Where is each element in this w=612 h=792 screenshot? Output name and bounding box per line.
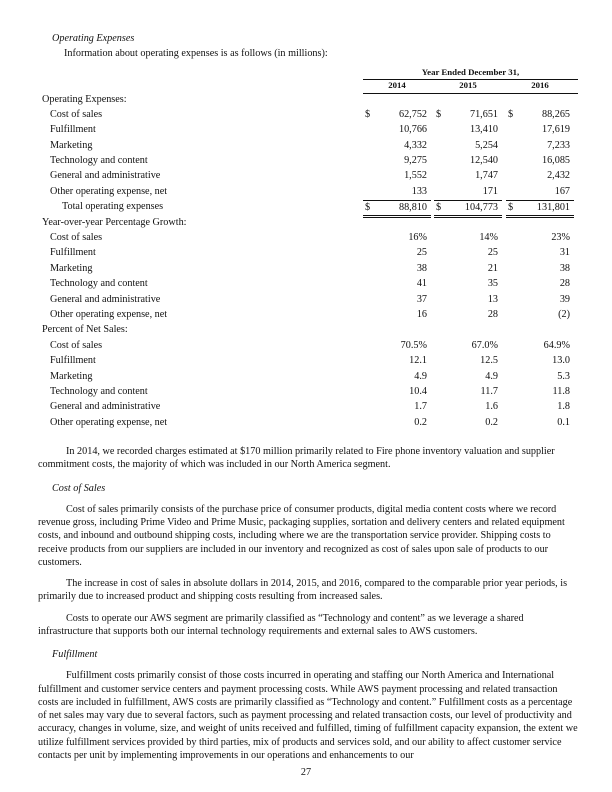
cell-value: 62,752 <box>398 108 427 120</box>
cell-value: 1,552 <box>404 170 427 182</box>
cell-value: 4.9 <box>485 370 498 382</box>
dollar-sign: $ <box>365 202 371 214</box>
dollar-sign: $ <box>508 108 514 120</box>
cell-value: 88,810 <box>398 202 427 214</box>
dollar-sign: $ <box>365 108 371 120</box>
table-row <box>38 308 578 323</box>
cell-value: 11.7 <box>480 385 498 397</box>
row-label: Other operating expense, net <box>50 416 168 428</box>
total-label: Total operating expenses <box>62 201 164 213</box>
cell-value: 71,651 <box>469 108 498 120</box>
cell-value: 17,619 <box>541 124 570 136</box>
cell-value: 0.2 <box>414 416 427 428</box>
total-row <box>38 200 578 215</box>
page <box>38 28 578 762</box>
cell-value: 13.0 <box>552 355 570 367</box>
cell-value: 10,766 <box>398 124 427 136</box>
dollar-sign: $ <box>508 202 514 214</box>
cell-value: 38 <box>416 262 427 274</box>
group-label: Percent of Net Sales: <box>42 324 128 336</box>
row-label: General and administrative <box>50 170 161 182</box>
cell-value: 10.4 <box>409 385 427 397</box>
cell-value: 28 <box>487 308 498 320</box>
cell-value: 5.3 <box>557 370 570 382</box>
period-header: Year Ended December 31, <box>421 66 520 77</box>
cell-value: 37 <box>416 293 427 305</box>
cell-value: 104,773 <box>464 202 498 214</box>
cell-value: 1.8 <box>557 401 570 413</box>
cell-value: 39 <box>559 293 570 305</box>
table-row <box>38 277 578 292</box>
cell-value: 13 <box>487 293 498 305</box>
group-header-row <box>38 216 578 231</box>
row-label: Fulfillment <box>50 247 96 259</box>
cell-value: 7,233 <box>547 139 570 151</box>
charges-paragraph: In 2014, we recorded charges estimated at $170 million primarily related to Fire phone inventory valuation and supplier commitment costs, the majority of which was included in our North America segment. <box>38 446 555 471</box>
cell-value: 5,254 <box>475 139 498 151</box>
table-row <box>38 123 578 138</box>
cell-value: 4,332 <box>404 139 427 151</box>
row-label: Marketing <box>50 262 93 274</box>
table-row <box>38 370 578 385</box>
row-label: Other operating expense, net <box>50 185 168 197</box>
group-header-row <box>38 323 578 338</box>
row-label: Cost of sales <box>50 339 103 351</box>
intro-text: Information about operating expenses is as follows (in millions): <box>64 48 328 60</box>
row-label: General and administrative <box>50 293 161 305</box>
group-header-row <box>38 93 578 108</box>
group-label: Operating Expenses: <box>42 93 127 105</box>
table-row <box>38 354 578 369</box>
row-label: Marketing <box>50 139 93 151</box>
cell-value: 11.8 <box>552 385 570 397</box>
table-row <box>38 154 578 169</box>
section-title: Operating Expenses <box>52 33 135 44</box>
cell-value: 88,265 <box>541 108 570 120</box>
table-row <box>38 231 578 246</box>
page-number: 27 <box>300 767 312 778</box>
cell-value: 12,540 <box>469 155 498 167</box>
row-label: Cost of sales <box>50 232 103 244</box>
row-label: Fulfillment <box>50 124 96 136</box>
row-label: Marketing <box>50 370 93 382</box>
cell-value: 35 <box>487 278 498 290</box>
cell-value: 2,432 <box>547 170 570 182</box>
table-row <box>38 246 578 261</box>
table-row <box>38 108 578 123</box>
fulfillment-heading: Fulfillment <box>52 649 98 661</box>
cell-value: 133 <box>411 185 427 197</box>
table-header <box>38 67 578 93</box>
cell-value: 25 <box>487 247 498 259</box>
cell-value: 4.9 <box>414 370 427 382</box>
row-label: Fulfillment <box>50 355 96 367</box>
cell-value: 28 <box>559 278 570 290</box>
cost-of-sales-paragraph: The increase in cost of sales in absolute dollars in 2014, 2015, and 2016, compared to the comparable prior year periods, is primarily due to increased product and shipping costs resulting from increased sales. <box>38 578 568 603</box>
year-header: 2015 <box>459 79 477 90</box>
cell-value: 21 <box>487 262 498 274</box>
cell-value: 70.5% <box>400 339 427 351</box>
cell-value: 16% <box>408 232 427 244</box>
cell-value: 1.7 <box>414 401 427 413</box>
dollar-sign: $ <box>436 108 442 120</box>
row-label: General and administrative <box>50 401 161 413</box>
cell-value: (2) <box>558 308 570 320</box>
cell-value: 12.5 <box>480 355 498 367</box>
cell-value: 67.0% <box>471 339 498 351</box>
operating-expenses-table <box>38 67 578 432</box>
cell-value: 25 <box>416 247 427 259</box>
cell-value: 23% <box>551 232 570 244</box>
table-row <box>38 262 578 277</box>
cell-value: 171 <box>482 185 498 197</box>
cell-value: 13,410 <box>469 124 498 136</box>
cost-of-sales-paragraph: Cost of sales primarily consists of the purchase price of consumer products, digital media content costs where we record revenue gross, including Prime Video and Prime Music, packaging supplies, sortation and delivery centers and related equipment costs, and inbound and outbound shipping costs, including where we are the transportation service provider. Shipping costs to receive products from our suppliers are included in our inventory and recognized as cost of sales upon sale of products to our customers. <box>38 503 565 568</box>
cell-value: 38 <box>559 262 570 274</box>
cell-value: 12.1 <box>409 355 427 367</box>
cell-value: 31 <box>559 247 570 259</box>
cell-value: 0.1 <box>557 416 570 428</box>
row-label: Cost of sales <box>50 108 103 120</box>
year-columns <box>363 79 578 94</box>
year-header: 2014 <box>388 79 406 90</box>
table-row <box>38 293 578 308</box>
cell-value: 1,747 <box>475 170 498 182</box>
cell-value: 14% <box>479 232 498 244</box>
cell-value: 16,085 <box>541 155 570 167</box>
table-row <box>38 169 578 184</box>
cell-value: 9,275 <box>404 155 427 167</box>
group-label: Year-over-year Percentage Growth: <box>42 216 187 228</box>
cell-value: 41 <box>416 278 427 290</box>
row-label: Technology and content <box>50 278 148 290</box>
fulfillment-paragraph: Fulfillment costs primarily consist of those costs incurred in operating and staffing our North America and International fulfillment and customer service centers and payment processing costs. While AWS payment processing and related transaction costs are included in fulfillment, AWS costs are primarily classified as “Technology and content.” Fulfillment costs as a percentage of net sales may vary due to several factors, such as payment processing and related transaction costs, our level of productivity and accuracy, changes in volume, size, and weight of units received and fulfilled, timing of fulfillment capacity expansion, the extent we utilize fulfillment services provided by third parties, mix of products and services sold, and our ability to affect customer service contacts per unit by implementing improvements in our operations and enhancements to our <box>38 670 578 761</box>
table-row <box>38 185 578 200</box>
cell-value: 16 <box>416 308 427 320</box>
cell-value: 167 <box>554 185 570 197</box>
cell-value: 1.6 <box>485 401 498 413</box>
table-row <box>38 416 578 431</box>
table-row <box>38 400 578 415</box>
cell-value: 64.9% <box>543 339 570 351</box>
row-label: Technology and content <box>50 155 148 167</box>
cell-value: 0.2 <box>485 416 498 428</box>
row-label: Other operating expense, net <box>50 308 168 320</box>
table-row <box>38 139 578 154</box>
table-row <box>38 385 578 400</box>
dollar-sign: $ <box>436 202 442 214</box>
year-header: 2016 <box>531 79 549 90</box>
cost-of-sales-paragraph: Costs to operate our AWS segment are primarily classified as “Technology and content” as we leverage a shared infrastructure that supports both our internal technology requirements and external sales to AWS customers. <box>38 612 524 637</box>
cost-of-sales-heading: Cost of Sales <box>52 482 106 494</box>
row-label: Technology and content <box>50 385 148 397</box>
table-body <box>38 93 578 432</box>
table-row <box>38 339 578 354</box>
cell-value: 131,801 <box>536 202 570 214</box>
